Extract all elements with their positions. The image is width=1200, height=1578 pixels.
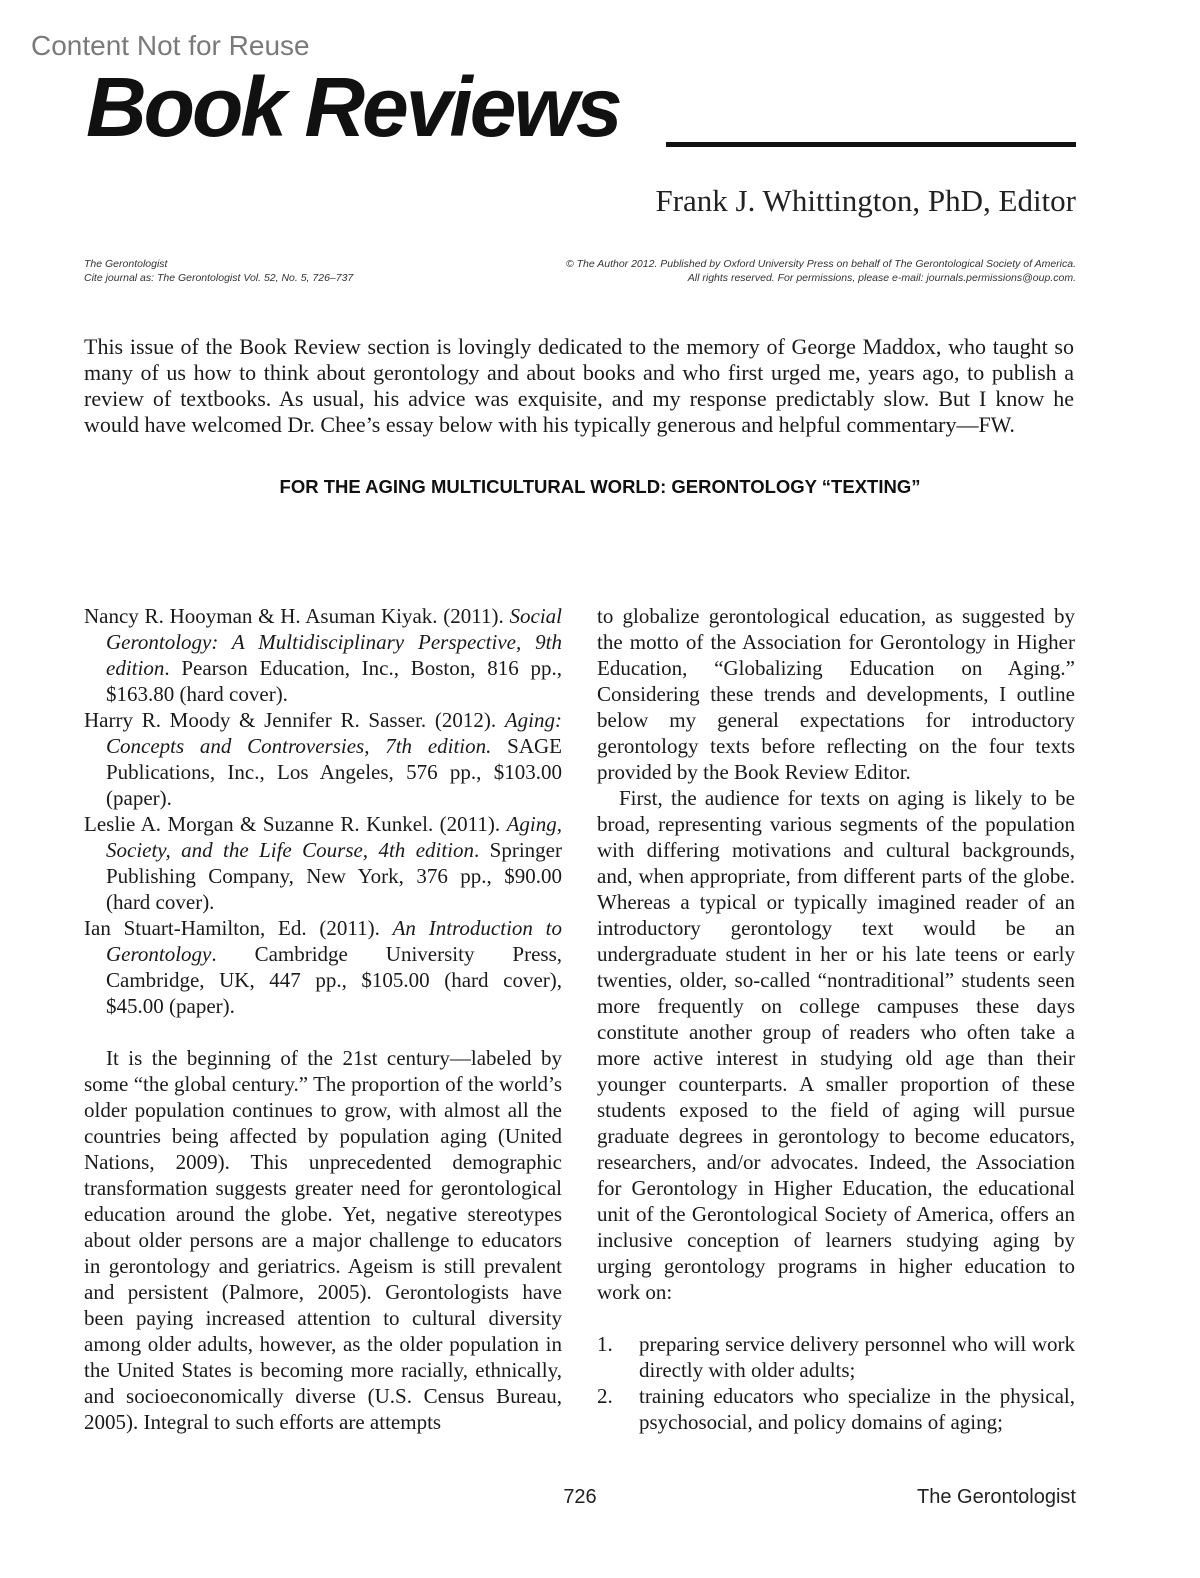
journal-name: The Gerontologist (84, 258, 168, 270)
list-item (597, 1383, 1075, 1435)
list-item (597, 1331, 1075, 1383)
list-number: 2. (597, 1384, 613, 1408)
body-paragraph-continued: to globalize gerontological education, as suggested by the motto of the Association for Gerontology in Higher Education, “Globalizing Education on Aging.” Considering these trends and developments, I outline below my general expectations for introductory gerontology texts before reflecting on the four texts provided by the Book Review Editor. (597, 604, 1075, 784)
book-reference: Nancy R. Hooyman & H. Asuman Kiyak. (2011). Social Gerontology: A Multidisciplinary Perspective, 9th edition. Pearson Education, Inc., Boston, 816 pp., $163.80 (hard cover). (84, 604, 562, 706)
list-text: training educators who specialize in the physical, psychosocial, and policy domains of aging; (639, 1384, 1075, 1434)
editor-name: Frank J. Whittington, PhD, Editor (655, 183, 1076, 218)
section-title: Book Reviews (86, 60, 620, 154)
book-reference: Ian Stuart-Hamilton, Ed. (2011). An Introduction to Gerontology. Cambridge University Press, Cambridge, UK, 447 pp., $105.00 (hard cover), $45.00 (paper). (84, 916, 562, 1018)
page-number: 726 (563, 1486, 597, 1508)
list-number: 1. (597, 1332, 613, 1356)
numbered-list (597, 1331, 1075, 1435)
permissions-line: All rights reserved. For permissions, please e-mail: journals.permissions@oup.com. (687, 272, 1076, 284)
body-paragraph: It is the beginning of the 21st century—labeled by some “the global century.” The proportion of the world’s older population continues to grow, with almost all the countries being affected by population aging (United Nations, 2009). This unprecedented demographic transformation suggests greater need for gerontological education around the globe. Yet, negative stereotypes about older persons are a major challenge to educators in gerontology and geriatrics. Ageism is still prevalent and persistent (Palmore, 2005). Gerontologists have been paying increased attention to cultural diversity among older adults, however, as the older population in the United States is becoming more racially, ethnically, and socioeconomically diverse (U.S. Census Bureau, 2005). Integral to such efforts are attempts (84, 1046, 562, 1434)
masthead (86, 62, 1076, 152)
left-column (84, 603, 562, 1435)
list-text: preparing service delivery personnel who will work directly with older adults; (639, 1332, 1075, 1382)
citation-info (84, 257, 353, 285)
book-reference: Leslie A. Morgan & Suzanne R. Kunkel. (2011). Aging, Society, and the Life Course, 4th edition. Springer Publishing Company, New York, 376 pp., $90.00 (hard cover). (84, 812, 562, 914)
footer-journal-name: The Gerontologist (917, 1486, 1076, 1508)
title-rule (666, 142, 1076, 147)
reviewed-books-list (84, 603, 562, 1019)
book-reference: Harry R. Moody & Jennifer R. Sasser. (2012). Aging: Concepts and Controversies, 7th edition. SAGE Publications, Inc., Los Angeles, 576 pp., $103.00 (paper). (84, 708, 562, 810)
body-paragraph: First, the audience for texts on aging is likely to be broad, representing various segments of the population with differing motivations and cultural backgrounds, and, when appropriate, from different parts of the globe. Whereas a typical or typically imagined reader of an introductory gerontology text would be an undergraduate student in her or his late teens or early twenties, older, so-called “nontraditional” students seen more frequently on college campuses these days constitute another group of readers who often take a more active interest in studying old age than their younger counterparts. A smaller proportion of these students exposed to the field of aging will pursue graduate degrees in gerontology to become educators, researchers, and/or advocates. Indeed, the Association for Gerontology in Higher Education, the educational unit of the Gerontological Society of America, offers an inclusive conception of learners studying aging by urging gerontology programs in higher education to work on: (597, 786, 1075, 1304)
right-column (597, 603, 1075, 1435)
citation-line: Cite journal as: The Gerontologist Vol. 52, No. 5, 726–737 (84, 272, 354, 284)
watermark: Content Not for Reuse (31, 30, 310, 61)
dedication-paragraph: This issue of the Book Review section is lovingly dedicated to the memory of George Maddox, who taught so many of us how to think about gerontology and about books and who first urged me, years ago, to publish a review of textbooks. As usual, his advice was exquisite, and my response predictably slow. But I know he would have welcomed Dr. Chee’s essay below with his typically generous and helpful commentary—FW. (84, 334, 1074, 437)
copyright-info (566, 257, 1076, 285)
review-heading: FOR THE AGING MULTICULTURAL WORLD: GERONTOLOGY “TEXTING” (279, 476, 921, 497)
copyright-line: © The Author 2012. Published by Oxford University Press on behalf of The Gerontological Society of America. (565, 258, 1076, 270)
